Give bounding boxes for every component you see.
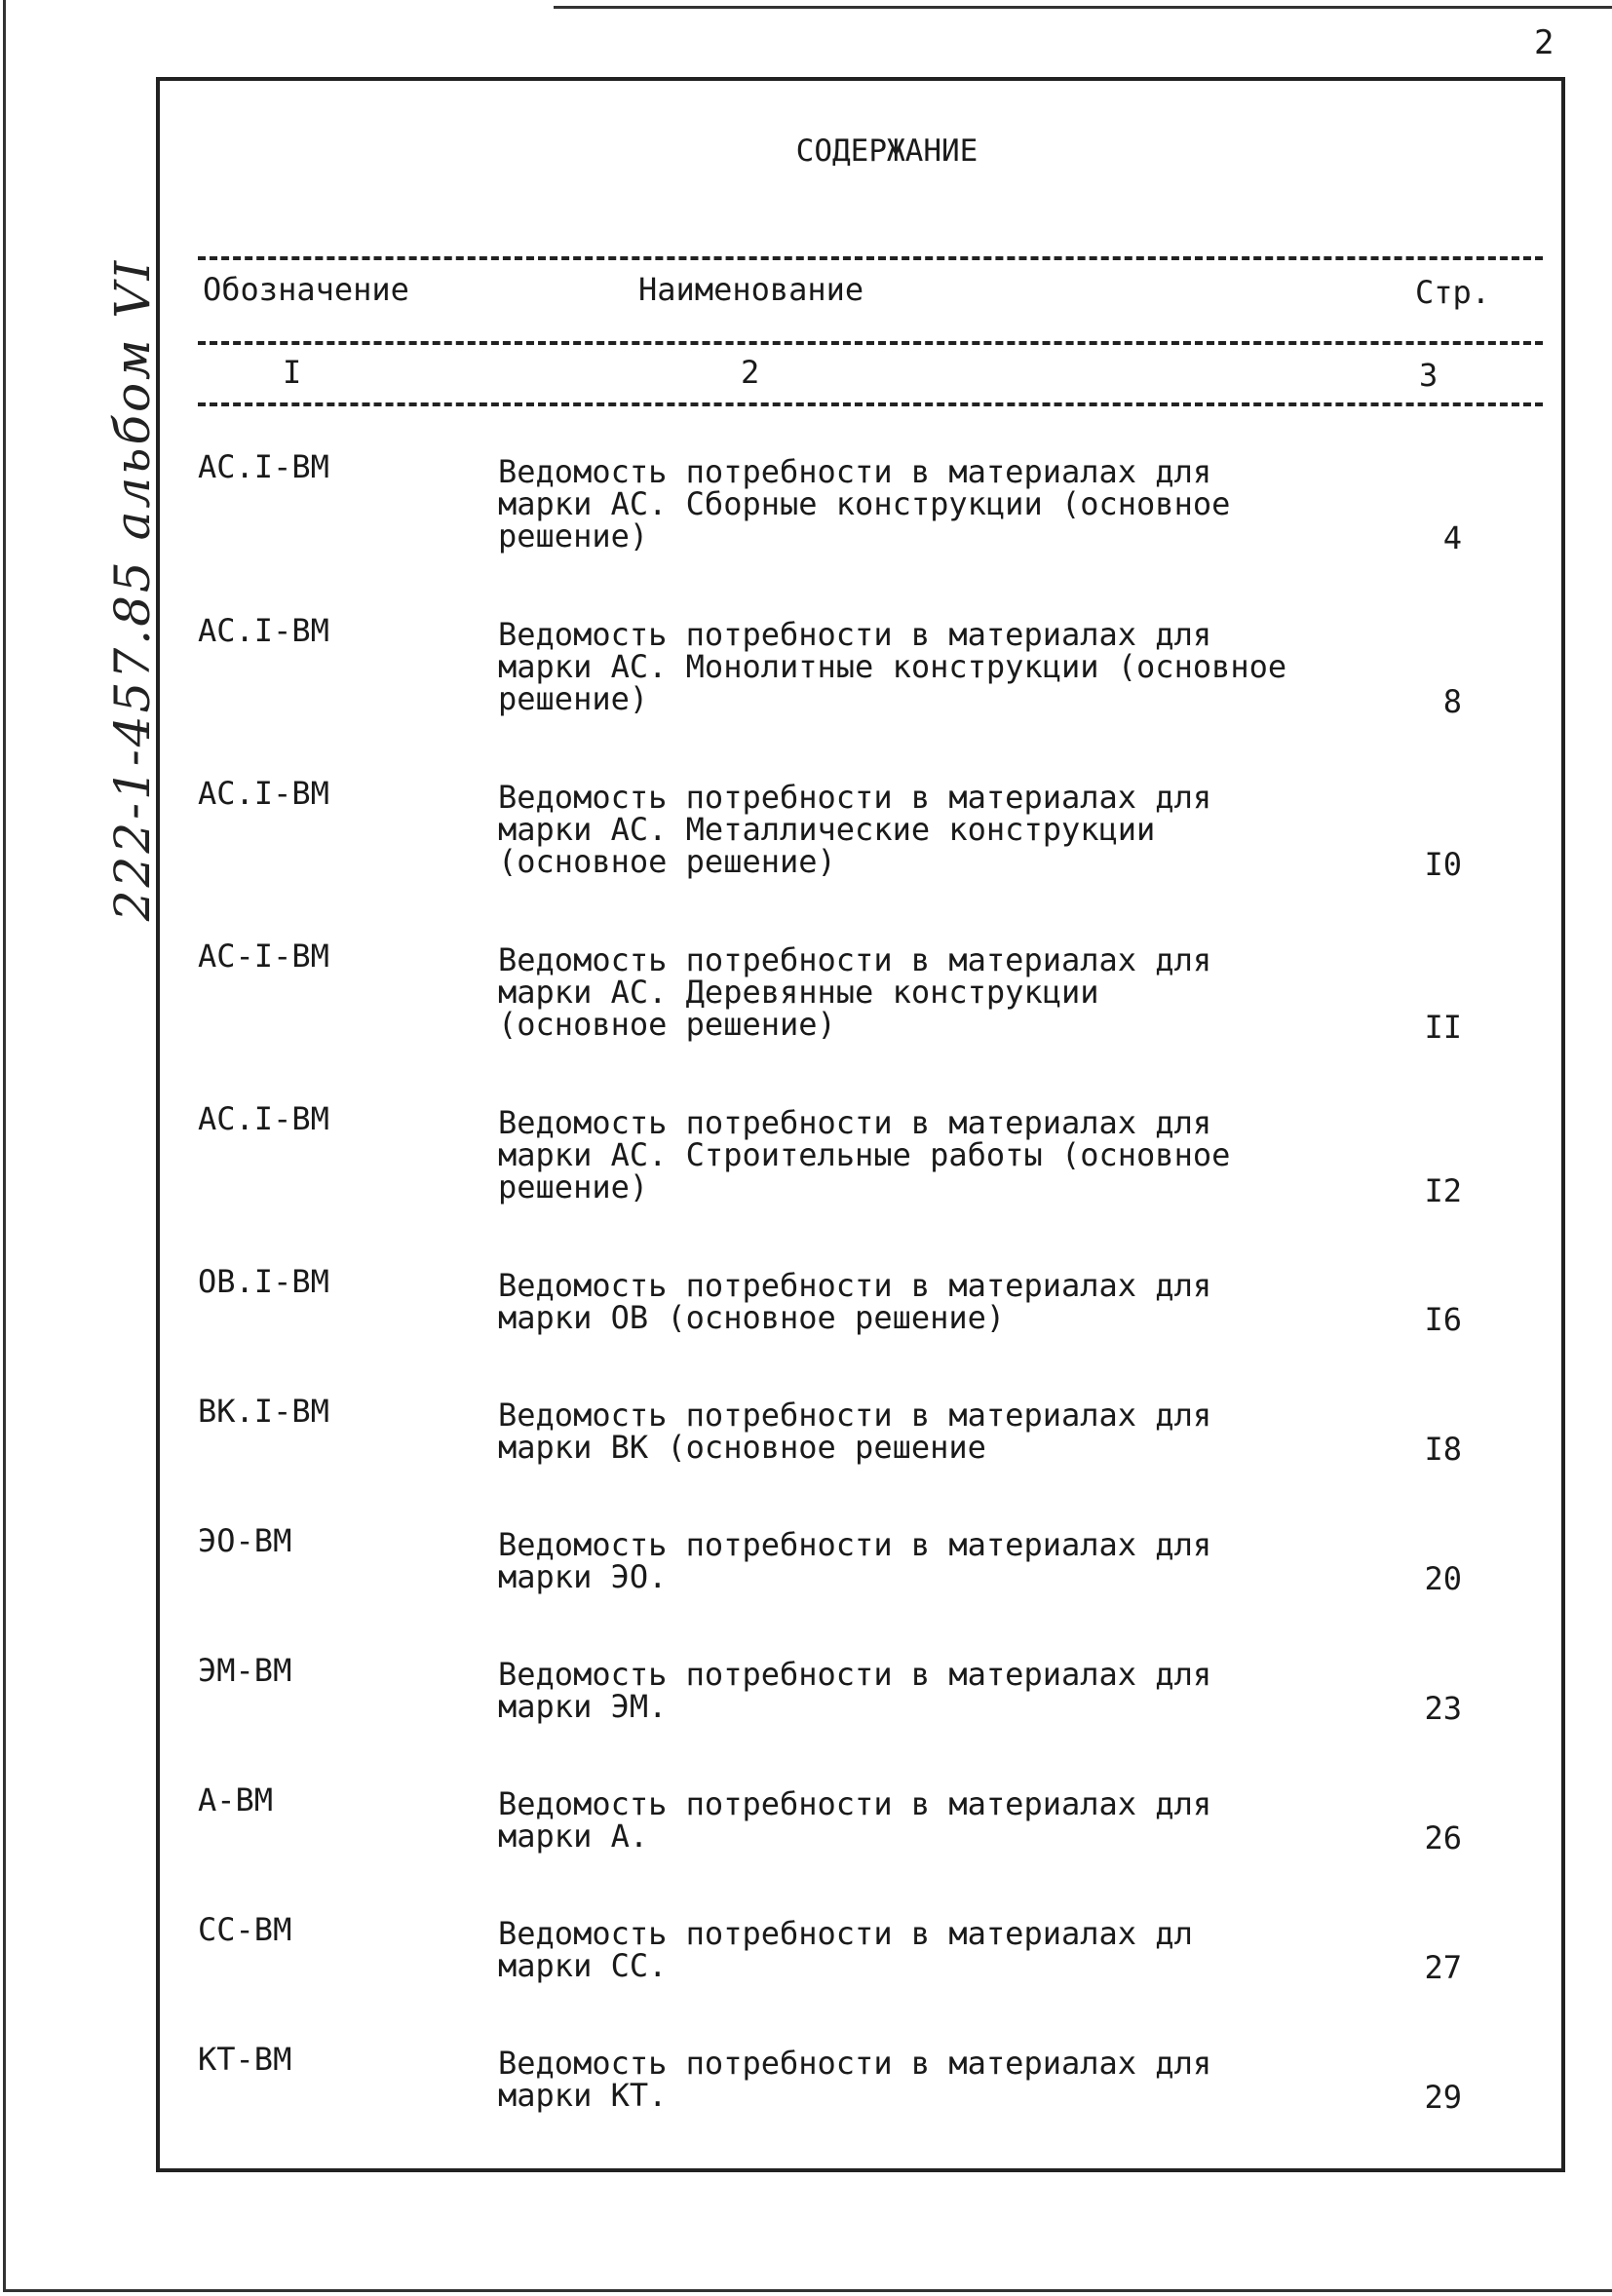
- item-code: АС.I-ВМ: [198, 448, 329, 485]
- item-page: I6: [1424, 1301, 1462, 1338]
- item-code: АС-I-ВМ: [198, 938, 329, 975]
- item-name: Ведомость потребности в материалах для марки ЭО.: [498, 1526, 1212, 1595]
- item-code: СС-ВМ: [198, 1911, 292, 1948]
- item-page: 23: [1424, 1690, 1462, 1727]
- header-bottom-rule: [198, 402, 1543, 406]
- item-page: I2: [1424, 1172, 1462, 1209]
- header-name: Наименование: [638, 271, 864, 308]
- item-code: ВК.I-ВМ: [198, 1393, 329, 1430]
- item-name: Ведомость потребности в материалах для марки КТ.: [498, 2045, 1212, 2114]
- item-name: Ведомость потребности в материалах для марки ВК (основное решение: [498, 1397, 1212, 1466]
- item-page: 8: [1442, 683, 1462, 720]
- item-name: Ведомость потребности в материалах для марки А.: [498, 1785, 1212, 1855]
- item-code: ОВ.I-ВМ: [198, 1263, 329, 1300]
- item-code: ЭМ-ВМ: [198, 1652, 292, 1689]
- item-code: АС.I-ВМ: [198, 612, 329, 649]
- item-name: Ведомость потребности в материалах для марки ЭМ.: [498, 1656, 1212, 1725]
- sheet-edge-left: [3, 0, 6, 2289]
- header-middle-rule: [198, 341, 1543, 345]
- page-number: 2: [1534, 23, 1554, 62]
- page-title: СОДЕРЖАНИЕ: [795, 134, 979, 169]
- item-page: I8: [1424, 1431, 1462, 1468]
- header-col-1: I: [283, 354, 302, 391]
- item-name: Ведомость потребности в материалах дл марки СС.: [498, 1915, 1193, 1984]
- header-designation: Обозначение: [203, 271, 409, 308]
- sheet-edge-top: [554, 6, 1612, 9]
- item-name: Ведомость потребности в материалах для марки АС. Сборные конструкции (основное решение): [498, 453, 1231, 555]
- item-page: 20: [1424, 1560, 1462, 1597]
- item-page: I0: [1424, 846, 1462, 883]
- item-code: ЭО-ВМ: [198, 1522, 292, 1559]
- item-name: Ведомость потребности в материалах для марки ОВ (основное решение): [498, 1267, 1212, 1336]
- item-code: КТ-ВМ: [198, 2041, 292, 2078]
- item-page: 4: [1442, 519, 1462, 556]
- item-code: А-ВМ: [198, 1781, 274, 1818]
- item-name: Ведомость потребности в материалах для марки АС. Строительные работы (основное решение): [498, 1104, 1231, 1205]
- item-code: АС.I-ВМ: [198, 1100, 329, 1137]
- item-page: 26: [1424, 1819, 1462, 1856]
- sheet-edge-bottom: [3, 2289, 1612, 2292]
- item-name: Ведомость потребности в материалах для марки АС. Металлические конструкции (основное решение): [498, 779, 1212, 880]
- item-page: 27: [1424, 1949, 1462, 1986]
- header-col-3: 3: [1419, 357, 1439, 394]
- album-side-note: 222-1-457.85 альбом VI: [104, 257, 161, 922]
- item-name: Ведомость потребности в материалах для марки АС. Деревянные конструкции (основное решение): [498, 941, 1212, 1043]
- item-name: Ведомость потребности в материалах для марки АС. Монолитные конструкции (основное решение): [498, 616, 1287, 717]
- item-page: 29: [1424, 2079, 1462, 2116]
- header-page: Стр.: [1415, 274, 1491, 311]
- header-top-rule: [198, 256, 1543, 260]
- header-col-2: 2: [741, 354, 760, 391]
- item-code: АС.I-ВМ: [198, 775, 329, 812]
- item-page: II: [1424, 1009, 1462, 1046]
